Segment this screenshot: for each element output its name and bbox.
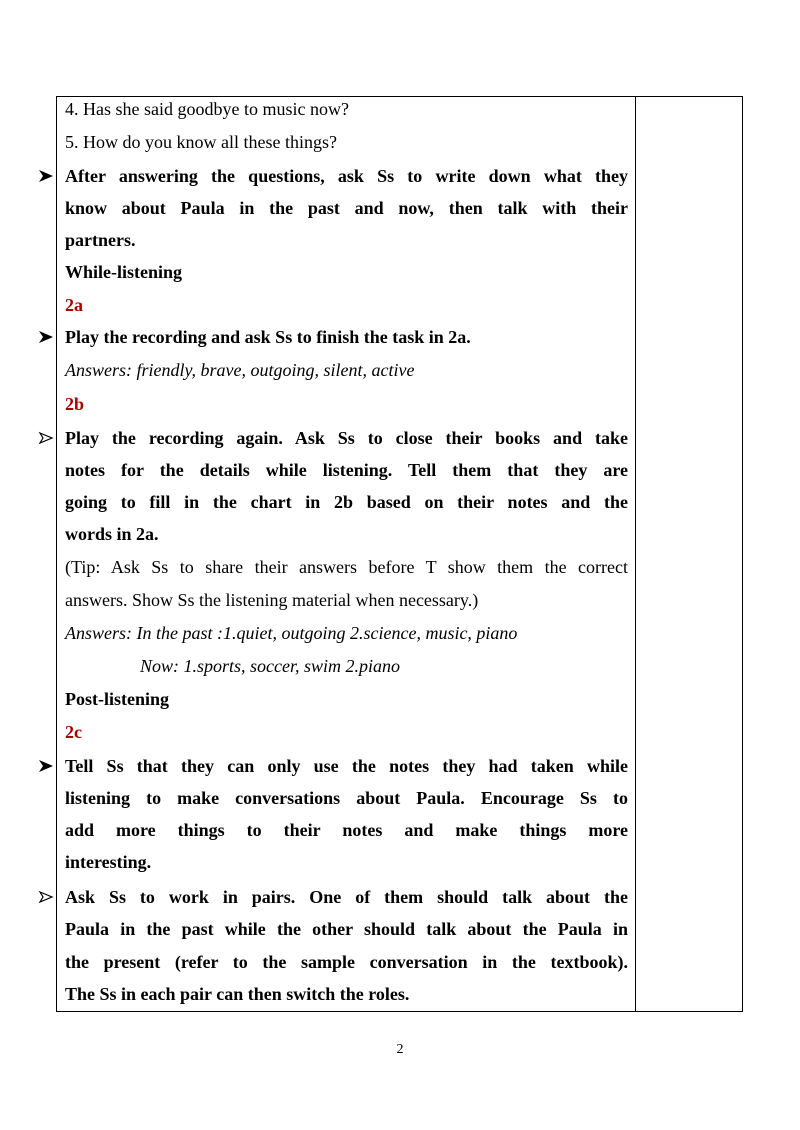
- instruction-text: Play the recording and ask Ss to finish the task in 2a.: [65, 327, 471, 347]
- answers-2b-past: Answers: In the past :1.quiet, outgoing 2.science, music, piano: [65, 623, 518, 643]
- instruction-text: Ask Ss to work in pairs. One of them should talk about the: [65, 887, 628, 907]
- arrow-bullet-icon: [36, 164, 56, 188]
- instruction-text: Tell Ss that they can only use the notes they had taken while: [65, 756, 628, 776]
- question-5: 5. How do you know all these things?: [65, 132, 337, 152]
- answers-2a: Answers: friendly, brave, outgoing, silent, active: [65, 360, 415, 380]
- question-4: 4. Has she said goodbye to music now?: [65, 99, 349, 119]
- answers-2b-now: Now: 1.sports, soccer, swim 2.piano: [140, 656, 401, 676]
- instruction-text: listening to make conversations about Paula. Encourage Ss to: [65, 788, 628, 808]
- arrow-bullet-icon: [36, 325, 56, 349]
- tip-text: answers. Show Ss the listening material when necessary.): [65, 590, 479, 610]
- instruction-text: know about Paula in the past and now, then talk with their: [65, 198, 628, 218]
- task-label-2c: 2c: [65, 722, 82, 742]
- hollow-arrow-bullet-icon: [36, 426, 56, 450]
- table-column-divider: [635, 96, 636, 1012]
- instruction-text: Play the recording again. Ask Ss to close their books and take: [65, 428, 628, 448]
- hollow-arrow-bullet-icon: [36, 885, 56, 909]
- arrow-bullet-icon: [36, 754, 56, 778]
- instruction-text: the present (refer to the sample conversation in the textbook).: [65, 952, 628, 972]
- page-number: 2: [396, 1042, 404, 1057]
- instruction-text: going to fill in the chart in 2b based on their notes and the: [65, 492, 628, 512]
- instruction-text: interesting.: [65, 852, 152, 872]
- task-label-2a: 2a: [65, 295, 83, 315]
- instruction-text: Paula in the past while the other should talk about the Paula in: [65, 919, 628, 939]
- instruction-text: notes for the details while listening. Tell them that they are: [65, 460, 628, 480]
- task-label-2b: 2b: [65, 394, 85, 414]
- section-heading-post-listening: Post-listening: [65, 689, 170, 709]
- instruction-text: words in 2a.: [65, 524, 159, 544]
- section-heading-while-listening: While-listening: [65, 262, 183, 282]
- tip-text: (Tip: Ask Ss to share their answers before T show them the correct: [65, 557, 628, 577]
- instruction-text: After answering the questions, ask Ss to write down what they: [65, 166, 628, 186]
- instruction-text: add more things to their notes and make things more: [65, 820, 628, 840]
- instruction-text: The Ss in each pair can then switch the roles.: [65, 984, 410, 1004]
- instruction-text: partners.: [65, 230, 136, 250]
